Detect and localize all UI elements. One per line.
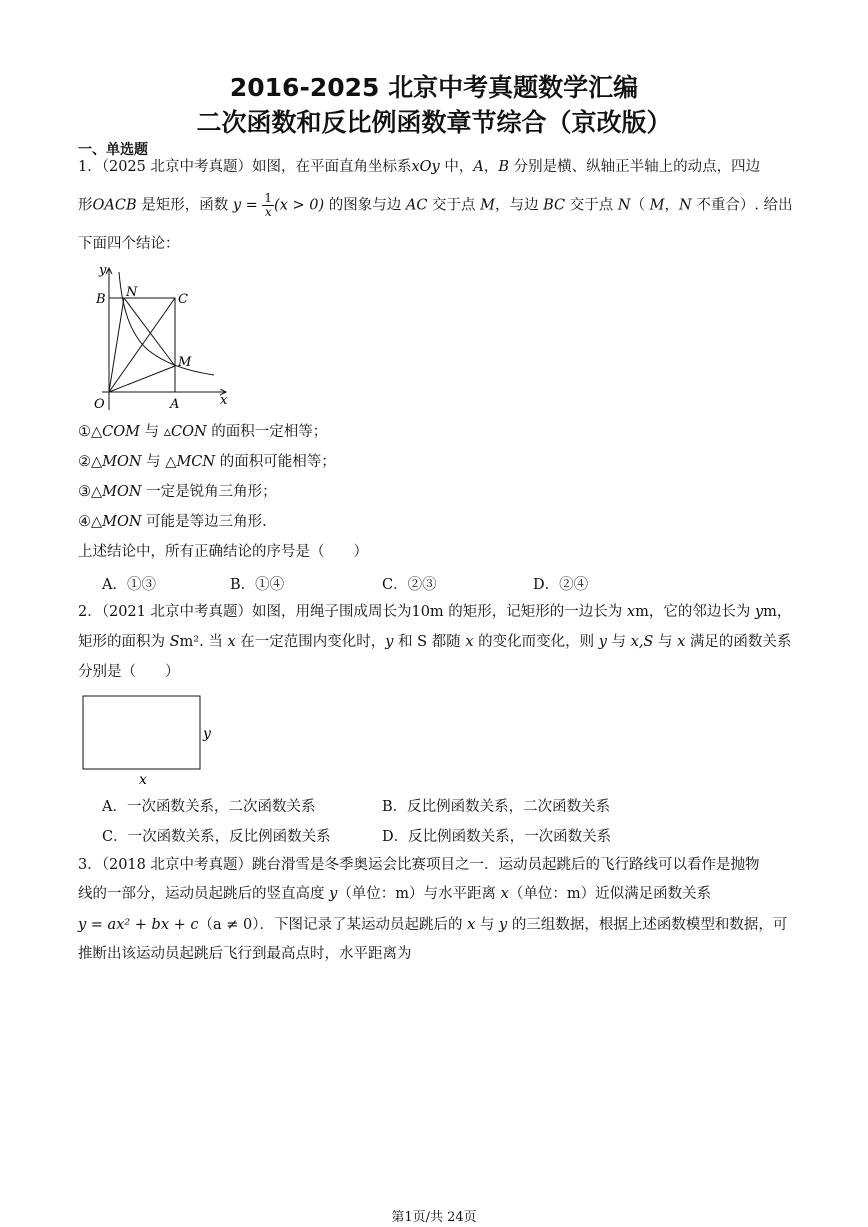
label-M: M [178, 355, 192, 370]
q2-option-c[interactable]: C．一次函数关系，反比例函数关系 [102, 829, 331, 845]
q1-option-d[interactable]: D．②④ [533, 577, 589, 593]
q2-option-b[interactable]: B．反比例函数关系，二次函数关系 [382, 799, 611, 815]
q1-option-b[interactable]: B．①④ [230, 577, 285, 593]
q2-option-d[interactable]: D．反比例函数关系，一次函数关系 [382, 829, 612, 845]
label-x: x [220, 393, 228, 408]
q2-figure [78, 690, 228, 788]
label-N: N [126, 285, 138, 300]
label-y: y [99, 263, 107, 278]
q2-option-a[interactable]: A．一次函数关系，二次函数关系 [102, 799, 316, 815]
q3-stem-line2: 线的一部分，运动员起跳后的竖直高度 y（单位：m）与水平距离 x（单位：m）近似满足函数关系 [78, 886, 712, 902]
q1-stem-line2: 形OACB 是矩形，函数 y = $\frac{1}{x}$ (x > 0) 的图象与边 AC 交于点 M，与边 BC 交于点 N（ M，N 不重合）. 给出 [78, 191, 793, 219]
q1-figure [86, 258, 236, 414]
page-title-line2: 二次函数和反比例函数章节综合（京改版） [196, 108, 672, 137]
page-footer: 第1页/共 24页 [391, 1210, 477, 1225]
label-O: O [94, 397, 105, 412]
q2-stem-line2: 矩形的面积为 Sm². 当 x 在一定范围内变化时，y 和 S 都随 x 的变化而变化，则 y 与 x,S 与 x 满足的函数关系 [78, 634, 792, 650]
label-y: y [203, 726, 211, 742]
segment-ON [109, 298, 124, 392]
q1-stem-line1: 1．（2025 北京中考真题）如图，在平面直角坐标系xOy 中，A，B 分别是横、纵轴正半轴上的动点，四边 [78, 159, 761, 175]
q3-stem-line4: 推断出该运动员起跳后飞行到最高点时，水平距离为 [78, 946, 412, 962]
q2-stem-line3: 分别是（ ） [78, 664, 180, 680]
q1-stem-line3: 下面四个结论： [78, 236, 180, 252]
q1-option-c[interactable]: C．②③ [382, 577, 437, 593]
q1-ask: 上述结论中，所有正确结论的序号是（ ） [78, 544, 368, 560]
q1-conclusion-1: ①△COM 与 ▵CON 的面积一定相等； [78, 424, 328, 440]
fraction-1-over-x: $\frac{1}{x}$ [264, 191, 273, 219]
segment-OC [109, 298, 175, 392]
rectangle [83, 696, 200, 769]
q2-stem-line1: 2．（2021 北京中考真题）如图，用绳子围成周长为10m 的矩形，记矩形的一边长为 xm，它的邻边长为 ym， [78, 604, 792, 620]
section-heading: 一、单选题 [78, 142, 148, 158]
page-title-line1: 2016-2025 北京中考真题数学汇编 [229, 73, 639, 102]
label-A: A [170, 397, 180, 412]
label-B: B [96, 292, 106, 307]
q1-option-a[interactable]: A．①③ [102, 577, 156, 593]
q3-stem-line1: 3．（2018 北京中考真题）跳台滑雪是冬季奥运会比赛项目之一．运动员起跳后的飞行路线可以看作是抛物 [78, 857, 760, 873]
q3-stem-line3: y = ax² + bx + c（a ≠ 0）．下图记录了某运动员起跳后的 x 与 y 的三组数据，根据上述函数模型和数据，可 [78, 917, 788, 933]
segment-OM [109, 366, 175, 392]
q1-conclusion-3: ③△MON 一定是锐角三角形； [78, 484, 277, 500]
label-x: x [139, 772, 147, 788]
q1-conclusion-4: ④△MON 可能是等边三角形. [78, 514, 267, 530]
label-C: C [178, 292, 188, 307]
q1-conclusion-2: ②△MON 与 △MCN 的面积可能相等； [78, 454, 336, 470]
